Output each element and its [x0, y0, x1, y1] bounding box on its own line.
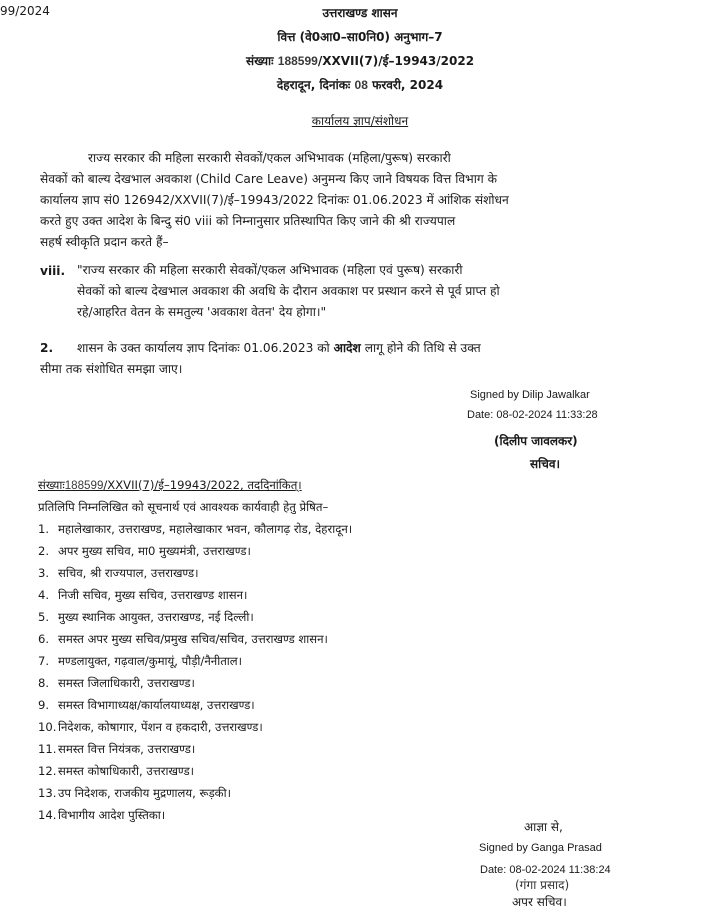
- signatory-2-designation: अपर सचिव।: [512, 895, 567, 909]
- list-item-text: महालेखाकार, उत्तराखण्ड, महालेखाकार भवन, कौलागढ़ रोड, देहरादून।: [58, 522, 353, 536]
- list-item-number: 12.: [38, 764, 57, 778]
- signature-2-date: Date: 08-02-2024 11:38:24: [480, 864, 611, 876]
- by-order-text: आज्ञा से,: [524, 820, 563, 834]
- body-paragraph-1: [40, 148, 652, 253]
- paragraph-line: करते हुए उक्त आदेश के बिन्दु सं0 viii को निम्नानुसार प्रतिस्थापित किए जाने की श्री राज्यपाल: [40, 214, 456, 228]
- list-item-number: 11.: [38, 742, 57, 756]
- list-item: [38, 764, 194, 779]
- paragraph-line: सीमा तक संशोधित समझा जाए।: [40, 362, 183, 376]
- signatory-2-name: (गंगा प्रसाद): [515, 878, 570, 892]
- list-item-number: 2.: [38, 544, 50, 558]
- corner-reference: 99/2024: [0, 4, 50, 18]
- paragraph-line: रहे/आहरित वेतन के समतुल्य 'अवकाश वेतन' देय होगा।": [77, 305, 327, 319]
- list-item: [38, 676, 195, 691]
- list-item-number: 10.: [38, 720, 57, 734]
- list-item-number: 13.: [38, 786, 57, 800]
- list-item-text: समस्त विभागाध्यक्ष/कार्यालयाध्यक्ष, उत्तराखण्ड।: [58, 698, 255, 712]
- reference-suffix: /XXVII(7)/ई–19943/2022: [317, 54, 475, 68]
- paragraph-line: सेवकों को बाल्य देखभाल अवकाश (Child Care Leave) अनुमन्य किए जाने विषयक वित्त विभाग के: [40, 172, 497, 186]
- copy-reference-prefix: संख्याः: [38, 478, 65, 492]
- list-item: [38, 742, 195, 757]
- list-item: [38, 808, 165, 823]
- list-item-text: अपर मुख्य सचिव, मा0 मुख्यमंत्री, उत्तराखण्ड।: [58, 544, 251, 558]
- point-viii-number: viii.: [40, 264, 66, 278]
- point-2-text-a: शासन के उक्त कार्यालय ज्ञाप दिनांकः 01.06.2023 को: [77, 341, 330, 355]
- paragraph-line: कार्यालय ज्ञाप सं0 126942/XXVII(7)/ई–19943/2022 दिनांकः 01.06.2023 में आंशिक संशोधन: [40, 193, 509, 207]
- copy-reference-suffix: /XXVII(7)/ई–19943/2022, तददिनांकित्।: [103, 478, 302, 492]
- list-item-text: मुख्य स्थानिक आयुक्त, उत्तराखण्ड, नई दिल्ली।: [58, 610, 254, 624]
- point-2-number: 2.: [40, 341, 54, 355]
- point-2-text: [40, 338, 652, 380]
- list-item-number: 4.: [38, 588, 50, 602]
- list-item-text: निदेशक, कोषागार, पेंशन व हकदारी, उत्तराखण्ड।: [58, 720, 263, 734]
- paragraph-line: [40, 338, 652, 359]
- point-viii-text: [77, 260, 652, 323]
- list-item-number: 1.: [38, 522, 50, 536]
- copy-reference-number: [38, 478, 302, 493]
- list-item-number: 8.: [38, 676, 50, 690]
- list-item: [38, 720, 263, 735]
- list-item-text: समस्त कोषाधिकारी, उत्तराखण्ड।: [58, 764, 195, 778]
- government-name: उत्तराखण्ड शासन: [322, 6, 398, 20]
- signatory-1-name: (दिलीप जावलकर): [494, 434, 578, 448]
- paragraph-line: सेवकों को बाल्य देखभाल अवकाश की अवधि के दौरान अवकाश पर प्रस्थान करने से पूर्व प्राप्त हो: [77, 284, 500, 298]
- list-item-number: 5.: [38, 610, 50, 624]
- list-item: [38, 610, 254, 625]
- signature-1-date: Date: 08-02-2024 11:33:28: [467, 409, 598, 421]
- list-item-number: 14.: [38, 808, 57, 822]
- list-item-text: समस्त वित्त नियंत्रक, उत्तराखण्ड।: [58, 742, 196, 756]
- reference-handwritten-number: 188599: [277, 54, 318, 68]
- list-item: [38, 786, 231, 801]
- list-item: [38, 654, 242, 669]
- point-2-text-b: लागू होने की तिथि से उक्त: [364, 341, 481, 355]
- paragraph-line: राज्य सरकार की महिला सरकारी सेवकों/एकल अभिभावक (महिला/पुरूष) सरकारी: [88, 151, 451, 165]
- date-handwritten-day: 08: [354, 78, 368, 92]
- reference-prefix: संख्याः: [245, 54, 274, 68]
- list-item: [38, 698, 255, 713]
- list-item: [38, 588, 247, 603]
- copy-intro: प्रतिलिपि निम्नलिखित को सूचनार्थ एवं आवश्यक कार्यवाही हेतु प्रेषित–: [38, 500, 329, 514]
- list-item-text: समस्त अपर मुख्य सचिव/प्रमुख सचिव/सचिव, उत्तराखण्ड शासन।: [58, 632, 328, 646]
- copy-reference-handwritten-number: 188599: [64, 479, 104, 492]
- paragraph-line: सहर्ष स्वीकृति प्रदान करते हैं–: [40, 235, 169, 249]
- issue-date: [0, 76, 720, 93]
- list-item-number: 9.: [38, 698, 50, 712]
- list-item: [38, 566, 199, 581]
- list-item: [38, 632, 328, 647]
- reference-number: [0, 52, 720, 69]
- list-item: [38, 522, 352, 537]
- list-item-text: समस्त जिलाधिकारी, उत्तराखण्ड।: [58, 676, 195, 690]
- date-month-year: फरवरी, 2024: [372, 78, 444, 92]
- point-2-bold-word: आदेश: [333, 341, 361, 355]
- list-item-text: सचिव, श्री राज्यपाल, उत्तराखण्ड।: [58, 566, 199, 580]
- digital-signature-2: Signed by Ganga Prasad: [479, 842, 602, 854]
- list-item-number: 7.: [38, 654, 50, 668]
- list-item-number: 6.: [38, 632, 50, 646]
- list-item-text: निजी सचिव, मुख्य सचिव, उत्तराखण्ड शासन।: [58, 588, 248, 602]
- list-item-text: मण्डलायुक्त, गढ़वाल/कुमायूं, पौड़ी/नैनीताल।: [58, 654, 243, 668]
- document-title: कार्यालय ज्ञाप/संशोधन: [311, 114, 409, 128]
- list-item-text: विभागीय आदेश पुस्तिका।: [58, 808, 166, 822]
- list-item: [38, 544, 251, 559]
- department-name: वित्त (वे0आ0–सा0नि0) अनुभाग–7: [277, 30, 443, 44]
- signatory-1-designation: सचिव।: [530, 457, 561, 471]
- digital-signature-1: Signed by Dilip Jawalkar: [470, 389, 590, 401]
- list-item-number: 3.: [38, 566, 50, 580]
- list-item-text: उप निदेशक, राजकीय मुद्रणालय, रूड़की।: [58, 786, 231, 800]
- date-prefix: देहरादून, दिनांकः: [276, 78, 351, 92]
- paragraph-line: "राज्य सरकार की महिला सरकारी सेवकों/एकल अभिभावक (महिला एवं पुरूष) सरकारी: [77, 263, 463, 277]
